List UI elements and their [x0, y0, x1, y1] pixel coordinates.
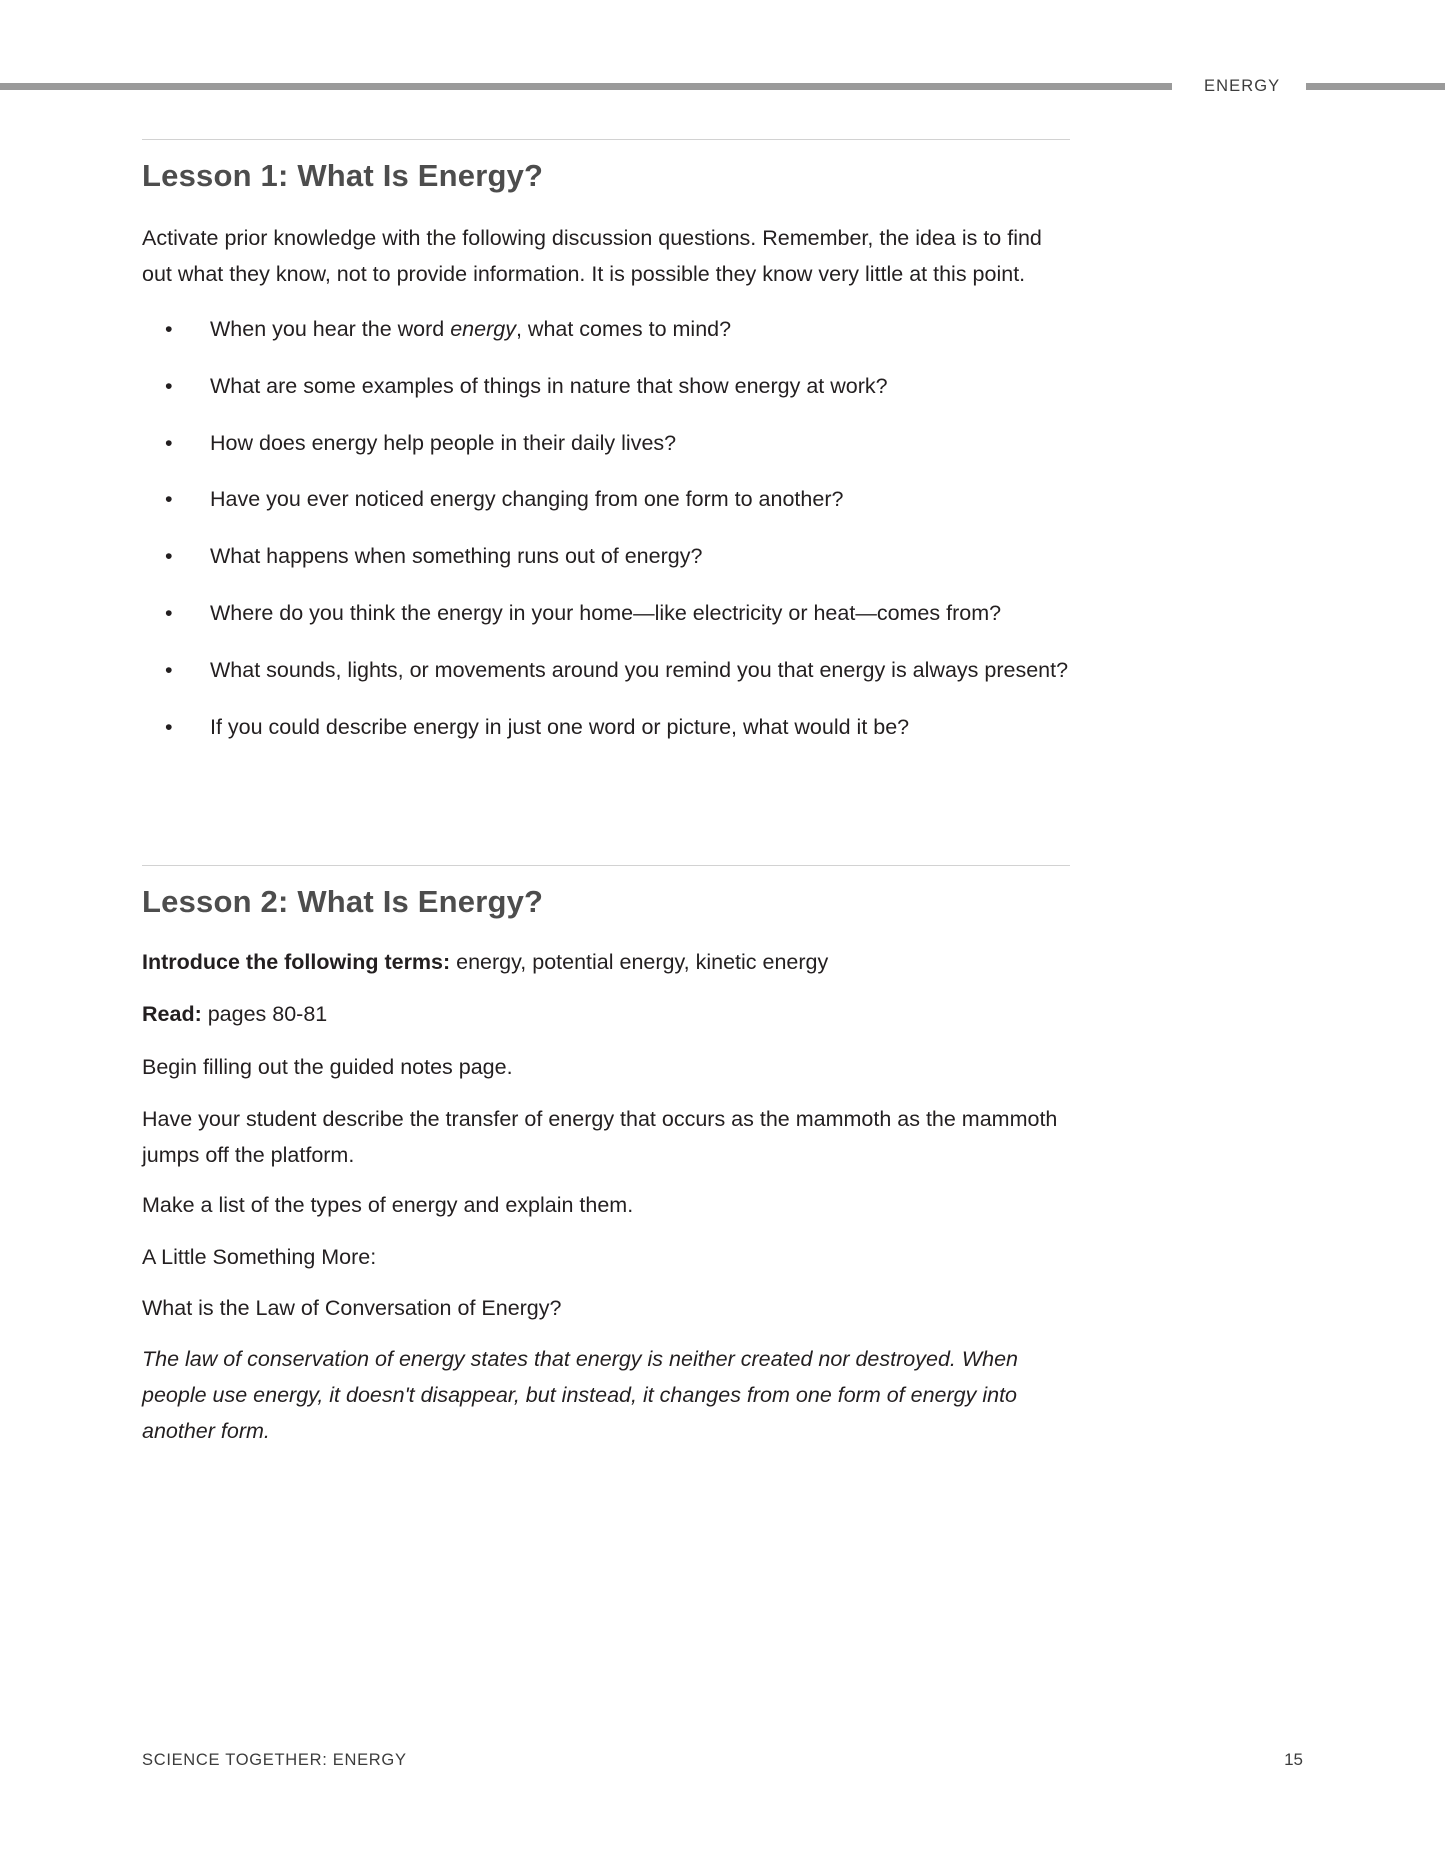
footer-page-number: 15: [1284, 1750, 1303, 1769]
question-text-italic: energy: [450, 316, 516, 341]
list-item: [142, 312, 1070, 347]
lesson2-extra-label: A Little Something More:: [142, 1245, 377, 1269]
read-value: pages 80-81: [201, 1002, 328, 1027]
lesson2-extra-question: What is the Law of Conversation of Energy?: [142, 1296, 562, 1321]
question-text-before: What happens when something runs out of energy?: [210, 544, 703, 569]
list-item: [142, 369, 1070, 404]
bullet-icon: •: [165, 373, 173, 398]
terms-value: energy, potential energy, kinetic energy: [450, 950, 829, 975]
page-footer: [142, 1750, 1303, 1770]
footer-label: SCIENCE TOGETHER: ENERGY: [142, 1751, 407, 1769]
bullet-icon: •: [165, 601, 173, 626]
header-rule-right: [1306, 83, 1445, 90]
question-text-after: , what comes to mind?: [515, 316, 732, 341]
question-text-before: When you hear the word: [210, 316, 451, 341]
list-item: [142, 596, 1070, 631]
list-item: [142, 482, 1070, 517]
lesson2-title: Lesson 2: What Is Energy?: [142, 883, 544, 919]
lesson1-question-list: [142, 312, 1070, 745]
bullet-icon: •: [165, 657, 173, 682]
bullet-icon: •: [165, 430, 173, 455]
lesson2-read-line: [142, 996, 1070, 1032]
question-text-before: What sounds, lights, or movements around you remind you that energy is always present?: [210, 657, 1069, 682]
bullet-icon: •: [165, 487, 173, 512]
question-text-before: What are some examples of things in nature that show energy at work?: [210, 373, 888, 398]
terms-label: Introduce the following terms:: [142, 950, 451, 975]
bullet-icon: •: [165, 316, 173, 341]
lesson2-transfer-instruction: Have your student describe the transfer of energy that occurs as the mammoth as the mammoth jumps off the platform.: [142, 1106, 1058, 1167]
list-item: [142, 539, 1070, 574]
lesson2-terms-line: [142, 944, 1070, 980]
lesson2-extra-answer: The law of conservation of energy states that energy is neither created nor destroyed. When people use energy, it doesn't disappear, but instead, it changes from one form of energy into another form.: [142, 1347, 1019, 1444]
lesson1-intro-paragraph: Activate prior knowledge with the following discussion questions. Remember, the idea is to find out what they know, not to provide information. It is possible they know very little at this point.: [142, 225, 1042, 286]
lesson1-title: Lesson 1: What Is Energy?: [142, 158, 544, 193]
lesson2-list-instruction: Make a list of the types of energy and explain them.: [142, 1192, 634, 1217]
bullet-icon: •: [165, 544, 173, 569]
list-item: [142, 653, 1070, 688]
question-text-before: If you could describe energy in just one word or picture, what would it be?: [210, 714, 910, 739]
header-label: ENERGY: [1204, 76, 1281, 95]
page-content: [142, 0, 1070, 1450]
question-text-before: Where do you think the energy in your home—like electricity or heat—comes from?: [210, 601, 1002, 626]
question-text-before: Have you ever noticed energy changing from one form to another?: [210, 487, 844, 512]
read-label: Read:: [142, 1002, 202, 1027]
list-item: [142, 426, 1070, 461]
list-item: [142, 710, 1070, 745]
lesson2-guided-notes-line: Begin filling out the guided notes page.: [142, 1054, 513, 1079]
bullet-icon: •: [165, 714, 173, 739]
question-text-before: How does energy help people in their daily lives?: [210, 430, 677, 455]
